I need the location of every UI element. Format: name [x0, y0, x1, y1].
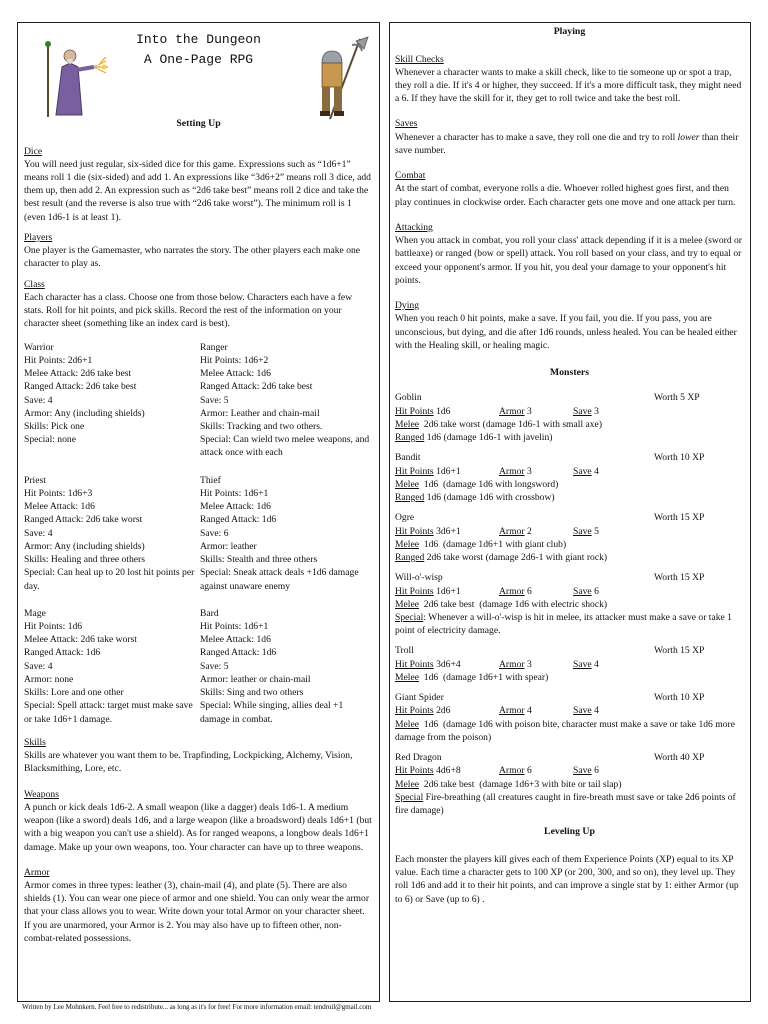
monster-entry [395, 511, 744, 564]
monster-xp: Worth 10 XP [654, 452, 705, 464]
class-entry [24, 341, 200, 460]
skills-section [24, 736, 373, 776]
class-stat: Ranged Attack: 1d6 [200, 647, 277, 659]
monster-xp: Worth 10 XP [654, 692, 705, 704]
monster-stats [395, 658, 744, 671]
class-stat: Hit Points: 1d6+1 [200, 621, 269, 633]
game-subtitle: A One-Page RPG [143, 51, 254, 67]
hit-points-label: Hit Points [395, 585, 434, 597]
class-stat: Skills: Stealth and three others [200, 554, 318, 566]
monster-xp: Worth 40 XP [654, 752, 705, 764]
attack-detail: Fire-breathing (all creatures caught in fire-breath must save or take 2d6 points of fire damage) [395, 791, 739, 817]
combat-body: At the start of combat, everyone rolls a die. Whoever rolled highest goes first, and then play continues in clockwise order. Each character gets one move and one attack per turn. [395, 183, 736, 208]
monster-attack-line [395, 671, 744, 684]
monster-xp: Worth 15 XP [654, 572, 705, 584]
class-stat: Save: 4 [24, 394, 53, 406]
monsters-heading: Monsters [549, 366, 590, 378]
monster-hp: 1d6 [436, 405, 451, 417]
attack-detail: 1d6 (damage 1d6-1 with javelin) [424, 432, 553, 444]
class-stat: Skills: Lore and one other [24, 687, 124, 699]
attack-detail: 2d6 take worst (damage 1d6-1 with small axe) [418, 418, 603, 430]
attack-detail: 1d6 (damage 1d6 with longsword) [418, 478, 559, 490]
class-name: Mage [24, 607, 46, 619]
monster-save: 4 [594, 705, 599, 717]
combat-heading: Combat [395, 170, 426, 182]
dice-heading: Dice [24, 145, 43, 157]
class-section [24, 278, 373, 331]
class-stat: Hit Points: 1d6 [24, 621, 83, 633]
class-stat: Melee Attack: 1d6 [200, 368, 271, 380]
leveling-up-heading: Leveling Up [544, 826, 595, 838]
class-entry [24, 607, 200, 726]
dice-body: You will need just regular, six-sided dice for this game. Expressions such as “1d6+1” means roll 1 die (six-sided) and add 1. An expressions like “3d6+2” means roll 3 dice, add them up, then add 2. An expression such as “2d6 take best” means roll 2 dice and take the best result (and the reverse is also true with “2d6 take worst”). The minimum roll is 1 (even 1d6-1 is at least 1). [24, 158, 371, 223]
class-body: Each character has a class. Choose one from those below. Characters each have a few stats. Roll for hit points, and pick skills. Record the rest of the information on your character sheet (something like an index card is best). [24, 291, 353, 330]
class-name: Priest [24, 474, 46, 486]
hit-points-label: Hit Points [395, 705, 434, 717]
armor-section [24, 866, 373, 945]
monster-armor: 6 [526, 765, 532, 777]
saves-body: Whenever a character has to make a save, they roll one die and try to roll lower than their save number. [395, 131, 739, 156]
armor-label: Armor [499, 525, 525, 537]
class-stat: Special: Spell attack: target must make save or take 1d6+1 damage. [24, 700, 193, 725]
monster-hp: 3d6+1 [436, 525, 461, 537]
monster-stats [395, 585, 744, 598]
attack-type-label: Ranged [395, 492, 425, 504]
class-stat: Armor: Leather and chain-mail [200, 407, 320, 419]
class-entry [200, 607, 373, 726]
class-heading: Class [24, 278, 45, 290]
players-heading: Players [24, 231, 53, 243]
dice-section [24, 145, 373, 224]
players-section [24, 231, 373, 271]
class-stat: Save: 6 [200, 527, 229, 539]
class-name: Warrior [24, 341, 54, 353]
attack-detail: 2d6 take best (damage 1d6+3 with bite or tail slap) [418, 778, 622, 790]
save-label: Save [573, 658, 592, 670]
monster-save: 3 [594, 405, 599, 417]
save-label: Save [573, 765, 592, 777]
monster-name: Goblin [395, 392, 422, 404]
class-stat: Special: Sneak attack deals +1d6 damage against unaware enemy [200, 567, 359, 592]
class-stat: Skills: Sing and two others [200, 687, 304, 699]
attack-type-label: Special [395, 612, 424, 623]
skill-checks-section [395, 53, 744, 106]
attack-type-label: Melee [395, 718, 419, 730]
class-stat: Armor: leather or chain-mail [200, 673, 311, 685]
monster-stats [395, 465, 744, 478]
attack-type-label: Special [395, 791, 424, 803]
leveling-up-body: Each monster the players kill gives each of them Experience Points (XP) equal to its XP value. Each time a character gets to 100 XP (or 200, 300, and so on), they level up. They roll 1d6 and add it to their hit points, and can improve a single stat by 1: either Armor (up to 6) or Save (up to 6) . [395, 853, 739, 905]
monster-attack-line [395, 491, 744, 504]
attack-detail: 1d6 (damage 1d6 with poison bite, character must make a save or take 1d6 more damage from the poison) [395, 718, 738, 743]
armor-label: Armor [499, 405, 525, 417]
class-name: Bard [200, 607, 219, 619]
dying-body: When you reach 0 hit points, make a save. If you fail, you die. If you pass, you are unconscious, but dying, and die after 1d6 rounds, unless healed. You can be healed either with the Healing skill, or healing magic. [395, 313, 737, 351]
class-stat: Hit Points: 1d6+1 [200, 487, 269, 499]
monster-save: 4 [594, 465, 599, 477]
attack-type-label: Melee [395, 478, 419, 490]
skills-heading: Skills [24, 736, 46, 748]
monster-name: Red Dragon [395, 752, 442, 764]
save-label: Save [573, 525, 592, 537]
monster-attack-line [395, 478, 744, 491]
armor-label: Armor [499, 585, 525, 597]
class-stat: Ranged Attack: 2d6 take worst [24, 514, 143, 526]
class-stat: Armor: leather [200, 540, 257, 552]
class-entry [24, 474, 200, 593]
attack-type-label: Melee [395, 418, 419, 430]
class-stat: Save: 4 [24, 660, 53, 672]
attacking-body: When you attack in combat, you roll your class' attack depending if it is a melee (sword or battleaxe) or ranged (bow or spell) attack. You roll based on your class, and try to equal or exceed your opponent's armor. If you hit, you deal your damage to your opponent's hit points. [395, 235, 743, 286]
monster-name: Giant Spider [395, 692, 444, 704]
monster-armor: 6 [526, 585, 532, 597]
monster-stats [395, 704, 744, 717]
monster-stats [395, 764, 744, 777]
class-entry [200, 474, 373, 593]
monster-armor: 3 [526, 658, 532, 670]
monster-entry [395, 751, 744, 817]
monster-armor: 3 [526, 465, 532, 477]
attack-type-label: Melee [395, 538, 419, 550]
footer-credit: Written by Lee Mohnkern. Feel free to redistribute... as long as it's for free! For more information email: tendruil@gmail.com [22, 1003, 372, 1011]
monster-hp: 1d6+1 [436, 585, 461, 597]
armor-body: Armor comes in three types: leather (3), chain-mail (4), and plate (5). There are also shields (1). You can wear one piece of armor and one shield. You can only wear the armor that your class allows you to wear. Write down your total Armor on your character sheet. If you are unarmored, your Armor is 2. You may also have up to fifteen other, non-combat-related possessions. [24, 880, 370, 944]
save-label: Save [573, 585, 592, 597]
playing-heading: Playing [553, 26, 586, 37]
monster-xp: Worth 5 XP [654, 392, 700, 404]
monster-armor: 3 [526, 405, 532, 417]
attack-type-label: Melee [395, 598, 419, 610]
attacking-section [395, 221, 744, 287]
class-stat: Hit Points: 1d6+2 [200, 354, 269, 366]
monster-attack-line [395, 431, 744, 444]
weapons-heading: Weapons [24, 788, 59, 800]
monster-attack-line [395, 598, 744, 611]
attack-type-label: Ranged [395, 552, 425, 564]
monster-entry [395, 644, 744, 684]
monster-armor: 4 [526, 705, 532, 717]
monster-stats [395, 405, 744, 418]
save-label: Save [573, 465, 592, 477]
monster-entry [395, 691, 744, 744]
monster-armor: 2 [526, 525, 532, 537]
left-column [17, 22, 380, 1002]
monster-name: Will-o'-wisp [395, 572, 443, 584]
armor-label: Armor [499, 765, 525, 777]
monster-attack-line [395, 778, 744, 791]
monster-entry [395, 391, 744, 444]
attack-detail: 1d6 (damage 1d6 with crossbow) [424, 492, 555, 504]
armor-label: Armor [499, 705, 525, 717]
class-stat: Melee Attack: 2d6 take worst [24, 634, 137, 646]
class-entry [200, 341, 373, 460]
monster-name: Ogre [395, 512, 415, 524]
dying-heading: Dying [395, 300, 419, 312]
monster-attack-line [395, 791, 744, 817]
monster-hp: 3d6+4 [436, 658, 461, 670]
armor-label: Armor [499, 465, 525, 477]
monster-stats [395, 525, 744, 538]
attack-detail: 1d6 (damage 1d6+1 with spear) [418, 671, 549, 683]
dying-section [395, 299, 744, 352]
skill-checks-body: Whenever a character wants to make a skill check, like to tie someone up or spot a trap, they roll a die. If it's 4 or higher, they succeed. If it's a more difficult task, they might need a 6. If they have the skill for it, they get to roll twice and take the best roll. [395, 66, 742, 105]
class-stat: Melee Attack: 1d6 [24, 501, 95, 513]
weapons-body: A punch or kick deals 1d6-2. A small weapon (like a dagger) deals 1d6-1. A medium weapon (like a sword) deals 1d6, and a large weapon (like a broadsword) deals 1d6+1 (but with a big weapon you can't use a shield). As for ranged weapons, a longbow deals 1d6+1 damage. Make up your own weapons, too. Your character can have up to three weapons. [24, 801, 372, 853]
class-list [24, 341, 373, 740]
monster-list [395, 391, 744, 817]
wizard-illustration-icon [36, 37, 112, 119]
class-stat: Hit Points: 1d6+3 [24, 487, 93, 499]
monster-attack-line [395, 538, 744, 551]
class-stat: Save: 5 [200, 394, 229, 406]
class-stat: Hit Points: 2d6+1 [24, 354, 93, 366]
class-name: Thief [200, 474, 221, 486]
class-stat: Melee Attack: 1d6 [200, 501, 271, 513]
players-body: One player is the Gamemaster, who narrates the story. The other players each make one character to play as. [24, 245, 361, 270]
saves-heading: Saves [395, 118, 418, 130]
setting-up-heading: Setting Up [176, 118, 221, 129]
class-stat: Ranged Attack: 1d6 [24, 647, 101, 659]
monster-attack-line [395, 551, 744, 564]
monster-save: 4 [594, 658, 599, 670]
skills-body: Skills are whatever you want them to be. Trapfinding, Lockpicking, Alchemy, Vision, Blacksmithing, Lore, etc. [24, 750, 353, 775]
save-label: Save [573, 705, 592, 717]
saves-section [395, 117, 744, 157]
attack-type-label: Melee [395, 671, 419, 683]
class-stat: Skills: Tracking and two others. [200, 420, 323, 432]
skill-checks-heading: Skill Checks [395, 53, 444, 65]
monster-hp: 4d6+8 [436, 765, 461, 777]
class-stat: Special: Can wield two melee weapons, and attack once with each [200, 434, 370, 459]
class-stat: Ranged Attack: 2d6 take best [24, 381, 137, 393]
title-header [24, 31, 373, 123]
hit-points-label: Hit Points [395, 405, 434, 417]
class-stat: Save: 4 [24, 527, 53, 539]
class-stat: Save: 5 [200, 660, 229, 672]
attack-detail: 2d6 take best (damage 1d6 with electric shock) [418, 598, 608, 610]
hit-points-label: Hit Points [395, 465, 434, 477]
class-stat: Ranged Attack: 2d6 take best [200, 381, 313, 393]
hit-points-label: Hit Points [395, 765, 434, 777]
monster-save: 6 [594, 585, 599, 597]
attack-detail: 1d6 (damage 1d6+1 with giant club) [418, 538, 567, 550]
attack-type-label: Ranged [395, 432, 425, 444]
monster-attack-line [395, 718, 744, 744]
attack-detail: : Whenever a will-o'-wisp is hit in melee, its attacker must make a save or take 1 point of electricity damage. [395, 612, 735, 637]
monster-attack-line [395, 418, 744, 431]
class-stat: Special: While singing, allies deal +1 damage in combat. [200, 700, 344, 725]
monster-name: Bandit [395, 452, 421, 464]
save-label: Save [573, 405, 592, 417]
game-title: Into the Dungeon [136, 32, 261, 47]
attack-type-label: Melee [395, 778, 419, 790]
class-name: Ranger [200, 341, 228, 353]
class-stat: Special: none [24, 434, 76, 446]
monster-name: Troll [395, 645, 414, 657]
right-column [389, 22, 751, 1002]
armor-label: Armor [499, 658, 525, 670]
weapons-section [24, 788, 373, 854]
class-stat: Armor: none [24, 673, 74, 685]
armor-heading: Armor [24, 866, 50, 878]
monster-attack-line [395, 611, 744, 637]
monster-hp: 2d6 [436, 705, 451, 717]
monster-save: 6 [594, 765, 599, 777]
monster-entry [395, 451, 744, 504]
class-stat: Special: Can heal up to 20 lost hit points per day. [24, 567, 195, 592]
monster-hp: 1d6+1 [436, 465, 461, 477]
attack-detail: 2d6 take worst (damage 2d6-1 with giant rock) [424, 552, 608, 564]
monster-xp: Worth 15 XP [654, 512, 705, 524]
knight-illustration-icon [300, 35, 378, 121]
class-stat: Skills: Pick one [24, 420, 85, 432]
hit-points-label: Hit Points [395, 525, 434, 537]
class-stat: Melee Attack: 1d6 [200, 634, 271, 646]
class-stat: Armor: Any (including shields) [24, 407, 145, 419]
combat-section [395, 169, 744, 209]
hit-points-label: Hit Points [395, 658, 434, 670]
monster-save: 5 [594, 525, 599, 537]
attacking-heading: Attacking [395, 221, 433, 233]
class-stat: Melee Attack: 2d6 take best [24, 368, 132, 380]
monster-xp: Worth 15 XP [654, 645, 705, 657]
class-stat: Armor: Any (including shields) [24, 540, 145, 552]
class-stat: Skills: Healing and three others [24, 554, 145, 566]
monster-entry [395, 571, 744, 637]
class-stat: Ranged Attack: 1d6 [200, 514, 277, 526]
